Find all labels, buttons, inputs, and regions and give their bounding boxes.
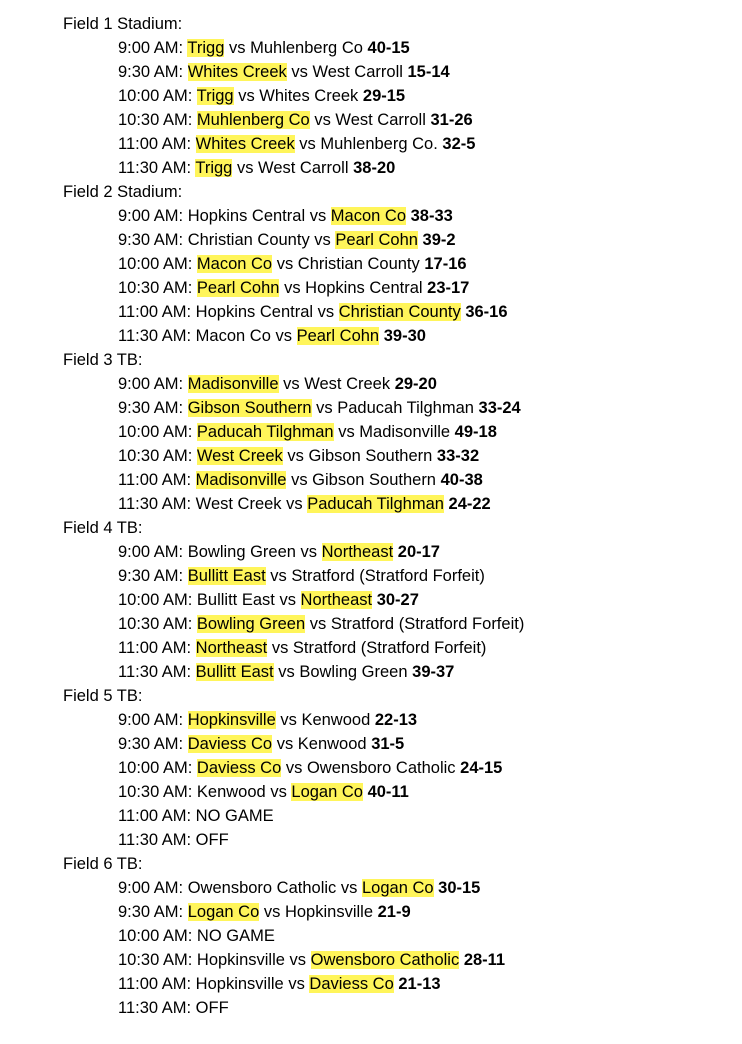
- game-row: [63, 564, 733, 588]
- winning-team: Pearl Cohn: [335, 231, 418, 249]
- game-row: [63, 396, 733, 420]
- versus-label: vs: [314, 231, 331, 249]
- field-section: [63, 852, 733, 1020]
- game-row: [63, 300, 733, 324]
- game-score: 38-20: [353, 159, 396, 177]
- game-score: 36-16: [465, 303, 508, 321]
- game-row: [63, 444, 733, 468]
- field-section: [63, 348, 733, 516]
- field-section: [63, 516, 733, 684]
- field-section: [63, 12, 733, 180]
- versus-label: vs: [286, 495, 303, 513]
- game-score: 15-14: [407, 63, 450, 81]
- game-row: [63, 252, 733, 276]
- versus-label: vs: [283, 375, 300, 393]
- game-time: 10:00 AM:: [118, 87, 193, 105]
- game-score: 17-16: [424, 255, 467, 273]
- versus-label: vs: [317, 303, 335, 321]
- game-time: 9:30 AM:: [118, 735, 184, 753]
- winning-team: Northeast: [195, 639, 268, 657]
- team-name: Owensboro Catholic: [306, 759, 456, 777]
- game-time: 10:00 AM:: [118, 927, 193, 945]
- game-time: 9:30 AM:: [118, 231, 184, 249]
- game-row: [63, 108, 733, 132]
- versus-label: vs: [338, 423, 355, 441]
- game-time: 11:30 AM:: [118, 663, 192, 681]
- winning-team: Northeast: [300, 591, 373, 609]
- versus-label: vs: [291, 471, 308, 489]
- winning-team: Trigg: [195, 159, 233, 177]
- game-score: 22-13: [374, 711, 418, 729]
- team-name: Stratford: [330, 615, 395, 633]
- game-time: 10:30 AM:: [118, 111, 193, 129]
- game-score: 23-17: [427, 279, 470, 297]
- game-score: 38-33: [410, 207, 453, 225]
- game-row: [63, 948, 733, 972]
- winning-team: Logan Co: [187, 903, 260, 921]
- team-name: Hopkins Central: [195, 303, 314, 321]
- winning-team: Whites Creek: [187, 63, 287, 81]
- game-row: [63, 972, 733, 996]
- team-name: Stratford: [291, 567, 355, 585]
- versus-label: vs: [299, 135, 316, 153]
- game-score: 30-15: [438, 879, 481, 897]
- versus-label: vs: [309, 615, 327, 633]
- team-name: West Carroll: [258, 159, 349, 177]
- game-time: 11:30 AM:: [118, 327, 192, 345]
- game-row: [63, 708, 733, 732]
- winning-team: Hopkinsville: [187, 711, 276, 729]
- game-time: 9:00 AM:: [118, 207, 184, 225]
- versus-label: vs: [316, 399, 333, 417]
- versus-label: vs: [270, 567, 287, 585]
- team-name: Madisonville: [359, 423, 451, 441]
- game-row: [63, 588, 733, 612]
- game-row: [63, 804, 733, 828]
- team-name: OFF: [195, 999, 229, 1017]
- winning-team: Bullitt East: [195, 663, 274, 681]
- winning-team: Bowling Green: [196, 615, 306, 633]
- game-time: 9:00 AM:: [118, 711, 184, 729]
- game-score: 33-24: [478, 399, 521, 417]
- field-title: Field 4 TB:: [63, 519, 143, 537]
- versus-label: vs: [309, 207, 327, 225]
- game-note: (Stratford Forfeit): [359, 567, 485, 585]
- game-score: 31-26: [430, 111, 473, 129]
- game-time: 10:00 AM:: [118, 759, 193, 777]
- team-name: Bowling Green: [187, 543, 296, 561]
- winning-team: Paducah Tilghman: [307, 495, 444, 513]
- game-score: 40-11: [367, 783, 409, 801]
- team-name: Gibson Southern: [312, 471, 436, 489]
- versus-label: vs: [270, 783, 287, 801]
- team-name: Kenwood: [301, 711, 371, 729]
- game-row: [63, 468, 733, 492]
- game-row: [63, 156, 733, 180]
- winning-team: Daviess Co: [196, 759, 282, 777]
- team-name: Christian County: [187, 231, 310, 249]
- game-time: 11:30 AM:: [118, 999, 192, 1017]
- winning-team: Madisonville: [187, 375, 279, 393]
- game-time: 10:30 AM:: [118, 951, 193, 969]
- game-score: 39-30: [383, 327, 426, 345]
- versus-label: vs: [276, 735, 294, 753]
- versus-label: vs: [271, 639, 289, 657]
- game-score: 29-15: [362, 87, 406, 105]
- game-time: 9:00 AM:: [118, 375, 184, 393]
- winning-team: Logan Co: [291, 783, 363, 801]
- game-score: 20-17: [397, 543, 440, 561]
- game-time: 10:30 AM:: [118, 783, 193, 801]
- team-name: West Carroll: [312, 63, 403, 81]
- versus-label: vs: [285, 759, 303, 777]
- game-score: 49-18: [454, 423, 497, 441]
- field-title: Field 2 Stadium:: [63, 183, 183, 201]
- winning-team: Northeast: [321, 543, 394, 561]
- versus-label: vs: [287, 447, 304, 465]
- game-row: [63, 36, 733, 60]
- team-name: Kenwood: [196, 783, 266, 801]
- game-score: 39-37: [412, 663, 455, 681]
- game-time: 9:30 AM:: [118, 399, 184, 417]
- winning-team: Macon Co: [196, 255, 273, 273]
- team-name: West Creek: [195, 495, 282, 513]
- game-time: 9:30 AM:: [118, 63, 184, 81]
- versus-label: vs: [275, 327, 292, 345]
- game-score: 31-5: [371, 735, 405, 753]
- team-name: Hopkinsville: [284, 903, 374, 921]
- versus-label: vs: [291, 63, 308, 81]
- game-time: 11:00 AM:: [118, 471, 192, 489]
- versus-label: vs: [289, 951, 307, 969]
- winning-team: Pearl Cohn: [196, 279, 280, 297]
- game-score: 39-2: [422, 231, 456, 249]
- game-time: 11:30 AM:: [118, 495, 192, 513]
- team-name: OFF: [195, 831, 229, 849]
- team-name: Hopkins Central: [187, 207, 306, 225]
- winning-team: Gibson Southern: [187, 399, 312, 417]
- versus-label: vs: [300, 543, 318, 561]
- versus-label: vs: [280, 711, 297, 729]
- versus-label: vs: [229, 39, 246, 57]
- game-row: [63, 132, 733, 156]
- game-time: 10:30 AM:: [118, 279, 193, 297]
- game-time: 9:30 AM:: [118, 903, 184, 921]
- team-name: Christian County: [297, 255, 420, 273]
- game-time: 9:00 AM:: [118, 879, 184, 897]
- versus-label: vs: [279, 591, 296, 609]
- winning-team: Macon Co: [330, 207, 406, 225]
- game-time: 9:00 AM:: [118, 39, 184, 57]
- game-row: [63, 828, 733, 852]
- winning-team: Whites Creek: [195, 135, 295, 153]
- game-time: 10:30 AM:: [118, 447, 193, 465]
- game-row: [63, 60, 733, 84]
- versus-label: vs: [340, 879, 358, 897]
- team-name: Macon Co: [195, 327, 271, 345]
- game-row: [63, 228, 733, 252]
- team-name: West Creek: [304, 375, 391, 393]
- team-name: Paducah Tilghman: [337, 399, 474, 417]
- game-time: 9:30 AM:: [118, 567, 184, 585]
- winning-team: Trigg: [196, 87, 234, 105]
- winning-team: Logan Co: [361, 879, 434, 897]
- game-row: [63, 84, 733, 108]
- versus-label: vs: [278, 663, 295, 681]
- versus-label: vs: [263, 903, 281, 921]
- team-name: Muhlenberg Co.: [320, 135, 438, 153]
- team-name: Owensboro Catholic: [187, 879, 337, 897]
- winning-team: Muhlenberg Co: [196, 111, 310, 129]
- game-time: 10:00 AM:: [118, 591, 193, 609]
- team-name: Bullitt East: [196, 591, 275, 609]
- game-row: [63, 924, 733, 948]
- game-row: [63, 540, 733, 564]
- game-score: 40-15: [367, 39, 410, 57]
- team-name: West Carroll: [335, 111, 426, 129]
- winning-team: Madisonville: [195, 471, 287, 489]
- game-time: 10:30 AM:: [118, 615, 193, 633]
- game-score: 29-20: [394, 375, 437, 393]
- game-row: [63, 276, 733, 300]
- game-row: [63, 900, 733, 924]
- winning-team: Bullitt East: [187, 567, 266, 585]
- game-score: 32-5: [442, 135, 476, 153]
- field-title: Field 5 TB:: [63, 687, 143, 705]
- game-row: [63, 372, 733, 396]
- team-name: Bowling Green: [299, 663, 408, 681]
- game-score: 28-11: [463, 951, 506, 969]
- game-note: (Stratford Forfeit): [360, 639, 487, 657]
- winning-team: Paducah Tilghman: [196, 423, 334, 441]
- team-name: Hopkinsville: [196, 951, 285, 969]
- game-time: 11:00 AM:: [118, 639, 192, 657]
- team-name: Kenwood: [297, 735, 367, 753]
- field-section: [63, 684, 733, 852]
- versus-label: vs: [236, 159, 254, 177]
- game-score: 33-32: [436, 447, 480, 465]
- game-row: [63, 204, 733, 228]
- versus-label: vs: [314, 111, 331, 129]
- game-row: [63, 612, 733, 636]
- game-row: [63, 732, 733, 756]
- field-title: Field 3 TB:: [63, 351, 143, 369]
- game-row: [63, 420, 733, 444]
- field-title: Field 6 TB:: [63, 855, 143, 873]
- game-row: [63, 636, 733, 660]
- game-time: 11:30 AM:: [118, 159, 192, 177]
- game-time: 10:00 AM:: [118, 423, 193, 441]
- game-score: 24-22: [448, 495, 491, 513]
- game-time: 9:00 AM:: [118, 543, 184, 561]
- game-note: (Stratford Forfeit): [398, 615, 525, 633]
- winning-team: Daviess Co: [187, 735, 273, 753]
- team-name: Whites Creek: [259, 87, 359, 105]
- team-name: Stratford: [292, 639, 357, 657]
- game-time: 11:00 AM:: [118, 807, 192, 825]
- field-section: [63, 180, 733, 348]
- game-score: 30-27: [376, 591, 419, 609]
- versus-label: vs: [288, 975, 305, 993]
- game-row: [63, 492, 733, 516]
- game-row: [63, 324, 733, 348]
- winning-team: Pearl Cohn: [296, 327, 380, 345]
- game-score: 21-13: [398, 975, 441, 993]
- winning-team: Christian County: [338, 303, 461, 321]
- team-name: NO GAME: [195, 807, 274, 825]
- versus-label: vs: [276, 255, 294, 273]
- schedule-document: [63, 12, 733, 1020]
- winning-team: Daviess Co: [309, 975, 394, 993]
- game-time: 11:00 AM:: [118, 975, 192, 993]
- versus-label: vs: [238, 87, 255, 105]
- game-time: 10:00 AM:: [118, 255, 193, 273]
- game-time: 11:00 AM:: [118, 303, 192, 321]
- winning-team: Trigg: [187, 39, 225, 57]
- game-row: [63, 996, 733, 1020]
- game-time: 11:00 AM:: [118, 135, 192, 153]
- team-name: Hopkinsville: [195, 975, 284, 993]
- winning-team: Owensboro Catholic: [310, 951, 460, 969]
- versus-label: vs: [284, 279, 301, 297]
- game-score: 21-9: [377, 903, 411, 921]
- game-row: [63, 660, 733, 684]
- game-score: 40-38: [440, 471, 483, 489]
- team-name: Gibson Southern: [308, 447, 433, 465]
- team-name: NO GAME: [196, 927, 275, 945]
- game-row: [63, 780, 733, 804]
- game-score: 24-15: [460, 759, 503, 777]
- team-name: Hopkins Central: [305, 279, 423, 297]
- winning-team: West Creek: [196, 447, 283, 465]
- game-row: [63, 756, 733, 780]
- field-title: Field 1 Stadium:: [63, 15, 183, 33]
- game-time: 11:30 AM:: [118, 831, 192, 849]
- game-row: [63, 876, 733, 900]
- team-name: Muhlenberg Co: [250, 39, 363, 57]
